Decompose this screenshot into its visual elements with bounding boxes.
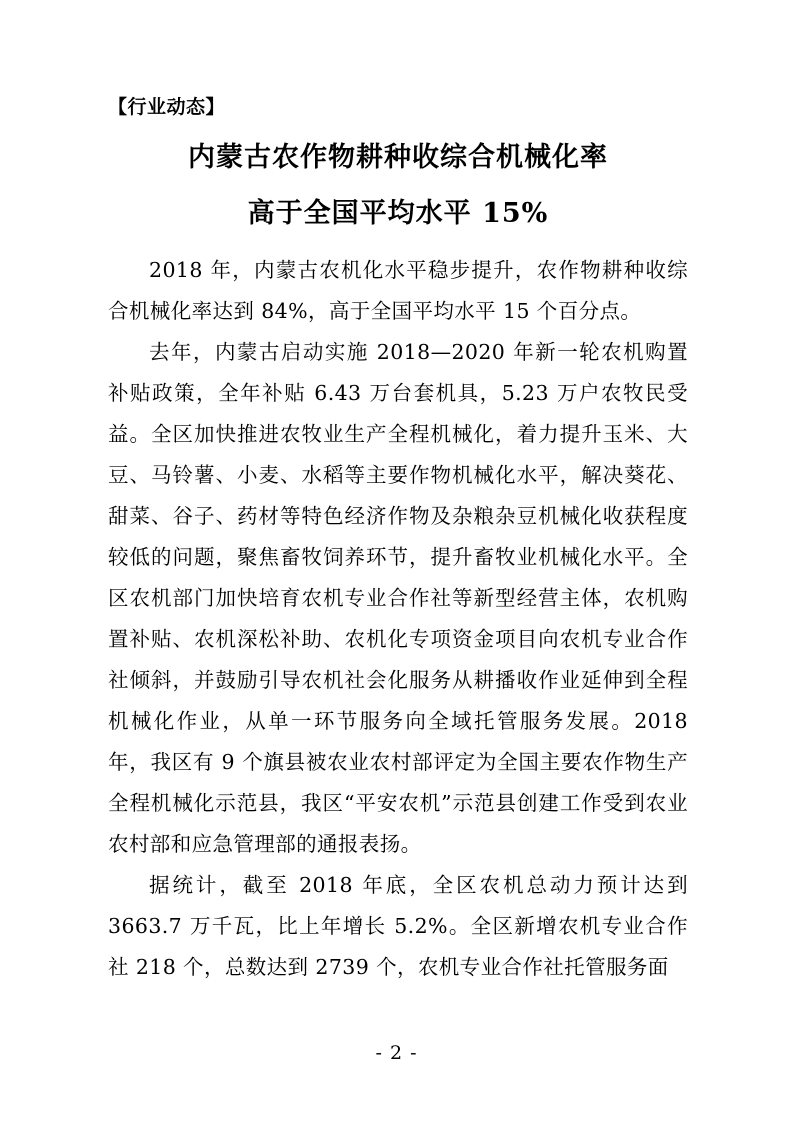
document-body bbox=[108, 92, 688, 988]
document-title-line-1: 内蒙古农作物耕种收综合机械化率 bbox=[188, 142, 608, 173]
document-title-line-2: 高于全国平均水平 15% bbox=[247, 198, 549, 229]
paragraph-1: 2018 年，内蒙古农机化水平稳步提升，农作物耕种收综合机械化率达到 84%，高于全国平均水平 15 个百分点。 bbox=[108, 258, 688, 323]
paragraph-2: 去年，内蒙古启动实施 2018—2020 年新一轮农机购置补贴政策，全年补贴 6.43 万台套机具，5.23 万户农牧民受益。全区加快推进农牧业生产全程机械化，着力提升玉米、大豆、马铃薯、小麦、水稻等主要作物机械化水平，解决葵花、甜菜、谷子、药材等特色经济作物及杂粮杂豆机械化收获程度较低的问题，聚焦畜牧饲养环节，提升畜牧业机械化水平。全区农机部门加快培育农机专业合作社等新型经营主体，农机购置补贴、农机深松补助、农机化专项资金项目向农机专业合作社倾斜，并鼓励引导农机社会化服务从耕播收作业延伸到全程机械化作业，从单一环节服务向全域托管服务发展。2018 年，我区有 9 个旗县被农业农村部评定为全国主要农作物生产全程机械化示范县，我区“平安农机”示范县创建工作受到农业农村部和应急管理部的通报表扬。 bbox=[108, 340, 688, 856]
page-number: - 2 - bbox=[375, 1042, 418, 1064]
section-kicker: 【行业动态】 bbox=[108, 96, 226, 118]
paragraph-3: 据统计，截至 2018 年底，全区农机总动力预计达到 3663.7 万千瓦，比上年增长 5.2%。全区新增农机专业合作社 218 个，总数达到 2739 个，农机专业合作社托管服务面 bbox=[108, 873, 688, 979]
